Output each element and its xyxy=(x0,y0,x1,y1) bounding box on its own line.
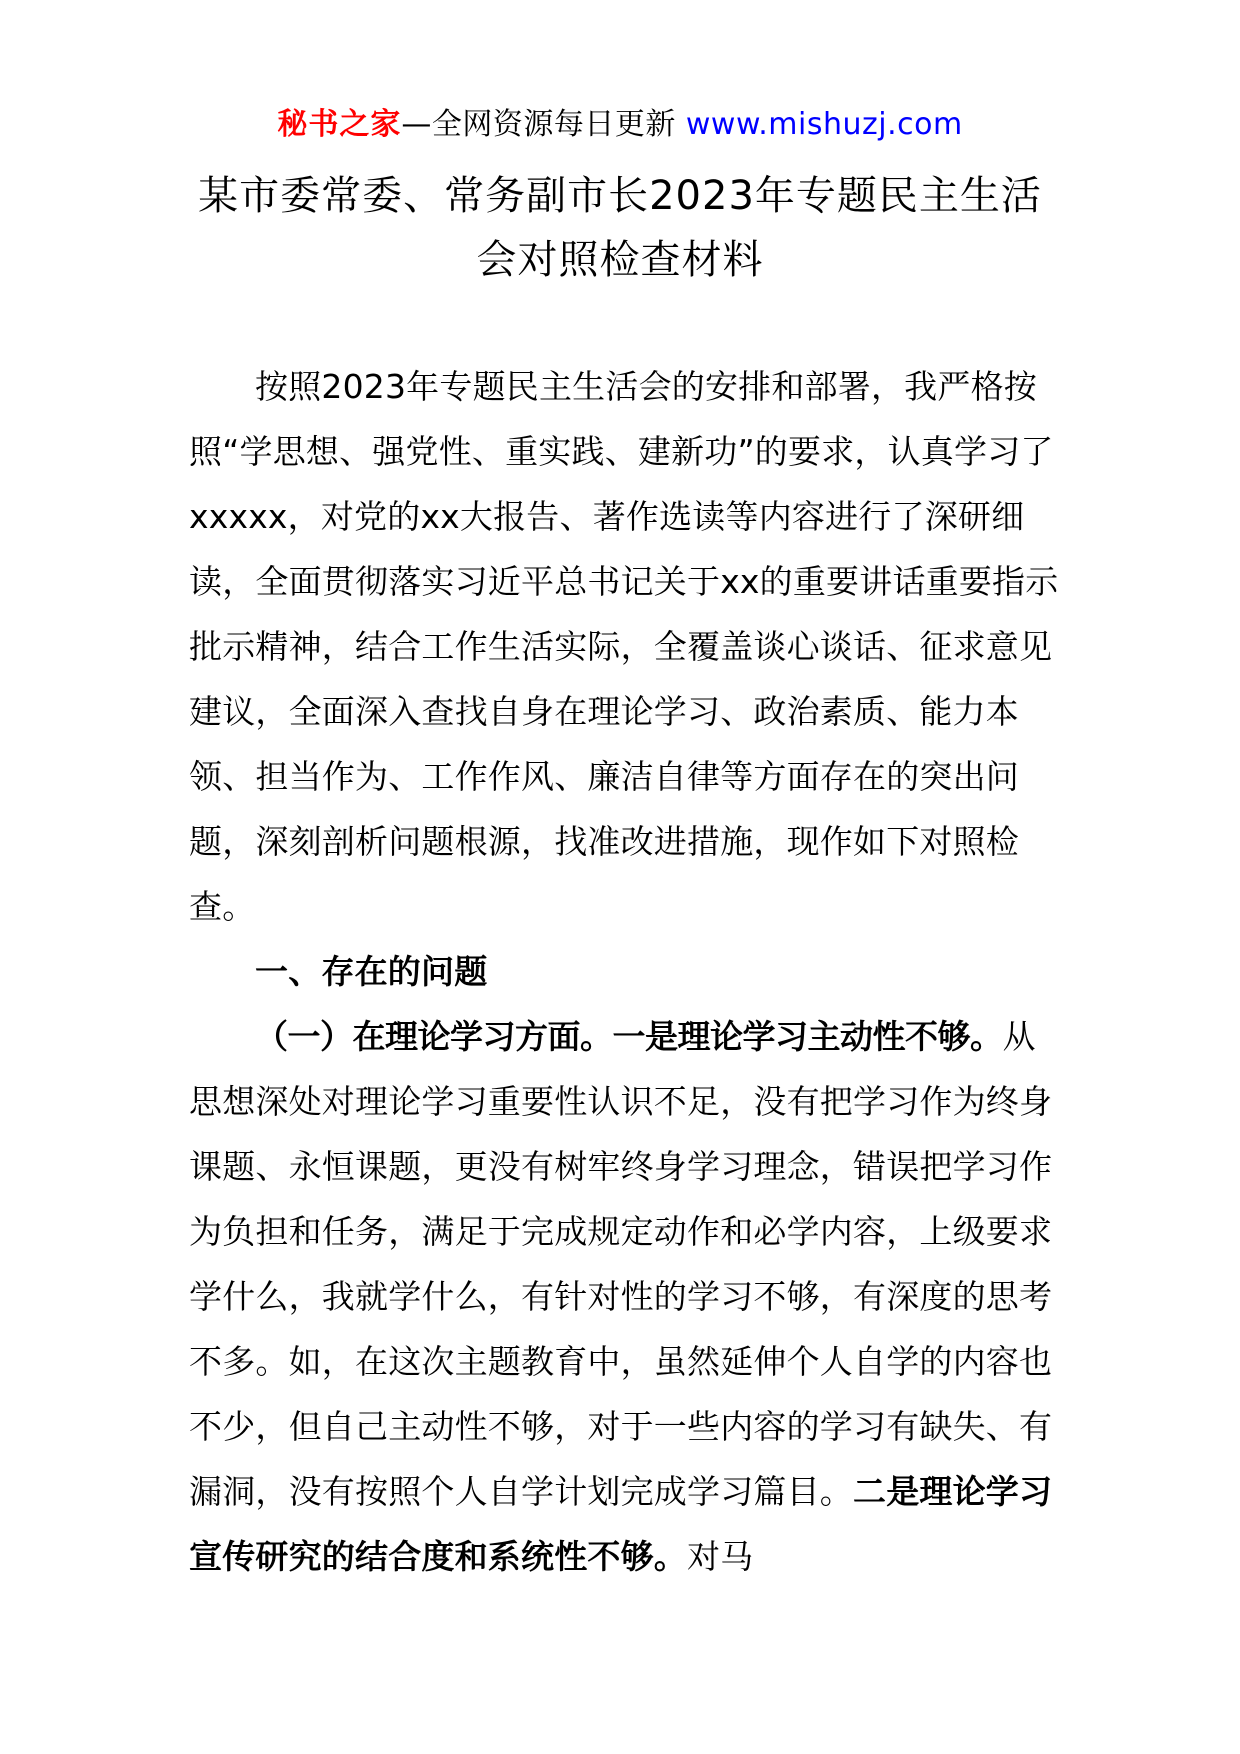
site-header xyxy=(0,100,1240,150)
section-heading: 一、存在的问题 xyxy=(255,952,488,991)
sub-heading: （一）在理论学习方面。一是理论学习主动性不够。 xyxy=(255,1017,1003,1056)
sub-body-text: 从思想深处对理论学习重要性认识不足，没有把学习作为终身课题、永恒课题，更没有树牢终身学习理念，错误把学习作为负担和任务，满足于完成规定动作和必学内容，上级要求学什么，我就学什么，有针对性的学习不够，有深度的思考不多。如，在这次主题教育中，虽然延伸个人自学的内容也不少，但自己主动性不够，对于一些内容的学习有缺失、有漏洞，没有按照个人自学计划完成学习篇目。 xyxy=(189,1017,1053,1511)
sub-section-paragraph xyxy=(189,1004,1059,1589)
intro-paragraph: 按照2023年专题民主生活会的安排和部署，我严格按照“学思想、强党性、重实践、建新功”的要求，认真学习了xxxxx，对党的xx大报告、著作选读等内容进行了深研细读，全面贯彻落实习近平总书记关于xx的重要讲话重要指示批示精神，结合工作生活实际，全覆盖谈心谈话、征求意见建议，全面深入查找自身在理论学习、政治素质、能力本领、担当作为、工作作风、廉洁自律等方面存在的突出问题，深刻剖析问题根源，找准改进措施，现作如下对照检查。 xyxy=(189,367,1059,926)
header-tagline: —全网资源每日更新 xyxy=(401,107,676,142)
brand-name: 秘书之家 xyxy=(277,107,402,142)
title-line-1: 某市委常委、常务副市长2023年专题民主生活 xyxy=(198,173,1042,219)
point-two-text: 对马 xyxy=(687,1537,754,1576)
point-two-heading: 二是理论学习宣传研究的结合度和系统性不够。 xyxy=(189,1472,1053,1576)
document-body xyxy=(189,354,1059,1589)
header-url-link[interactable]: www.mishuzj.com xyxy=(685,107,963,142)
title-line-2: 会对照检查材料 xyxy=(476,237,764,283)
document-title xyxy=(180,164,1060,292)
